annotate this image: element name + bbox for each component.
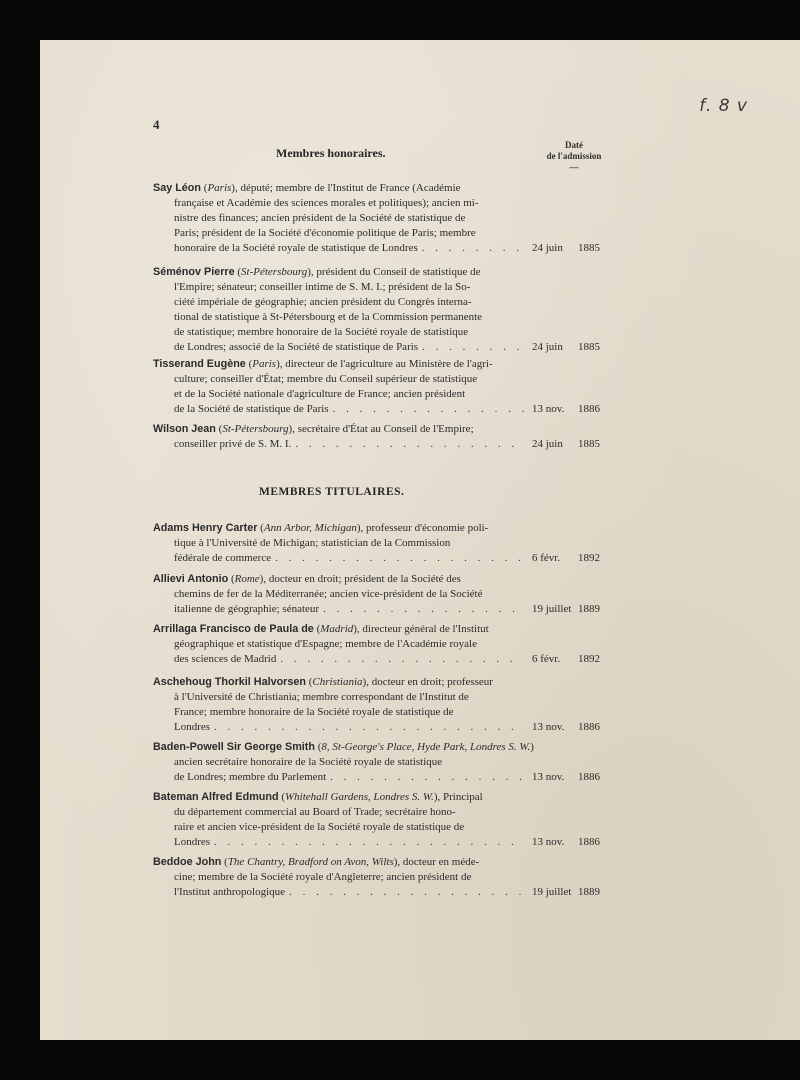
- entry-text: ancien secrétaire honoraire de la Société royale de statistique: [174, 756, 443, 768]
- folio-annotation: f. 8 v: [699, 96, 748, 116]
- entry-line: Tisserand Eugène (Paris), directeur de l'agriculture au Ministère de l'agri-: [153, 358, 493, 370]
- member-entry: [153, 790, 608, 850]
- admission-year: 1886: [578, 403, 600, 415]
- member-name: Beddoe John: [153, 856, 222, 868]
- entry-line: [153, 536, 608, 551]
- entry-text: conseiller privé de S. M. I.: [174, 438, 292, 450]
- entry-line: [153, 602, 608, 617]
- entry-text: cine; membre de la Société royale d'Angleterre; ancien président de: [174, 871, 472, 883]
- member-name: Aschehoug Thorkil Halvorsen: [153, 676, 306, 688]
- entry-line: Adams Henry Carter (Ann Arbor, Michigan), professeur d'économie poli-: [153, 522, 489, 534]
- member-entry: [153, 572, 608, 617]
- entry-line: [153, 755, 608, 770]
- entry-text: de Londres; associé de la Société de statistique de Paris: [174, 341, 419, 353]
- entry-line: [153, 241, 608, 256]
- entry-line: Allievi Antonio (Rome), docteur en droit; président de la Société des: [153, 573, 461, 585]
- admission-year: 1892: [578, 552, 600, 564]
- entry-text: ), secrétaire d'État au Conseil de l'Empire;: [288, 423, 474, 435]
- entry-line: [153, 885, 608, 900]
- entry-text: de statistique; membre honoraire de la Société royale de statistique: [174, 326, 469, 338]
- entry-line: Baden-Powell Sir George Smith (8, St-George's Place, Hyde Park, Londres S. W.): [153, 741, 534, 753]
- dot-leader: [214, 835, 524, 850]
- entry-text: ), docteur en droit; professeur: [362, 676, 493, 688]
- member-entry: [153, 855, 608, 900]
- entry-text: culture; conseiller d'État; membre du Conseil supérieur de statistique: [174, 373, 478, 385]
- entry-text: italienne de géographie; sénateur: [174, 603, 320, 615]
- entry-text: France; membre honoraire de la Société royale de statistique de: [174, 706, 454, 718]
- entry-text: ): [530, 741, 534, 753]
- dot-leader: [280, 652, 524, 667]
- admission-day: 13 nov.: [532, 836, 565, 848]
- member-name: Bateman Alfred Edmund: [153, 791, 279, 803]
- entry-text: ), directeur général de l'Institut: [353, 623, 489, 635]
- admission-year: 1885: [578, 341, 600, 353]
- member-location: Madrid: [320, 623, 354, 635]
- member-entry: [153, 675, 608, 735]
- section-heading-honoraires: Membres honoraires.: [276, 146, 386, 160]
- dot-leader: [214, 720, 524, 735]
- entry-text: française et Académie des sciences morales et politiques); ancien mi-: [174, 197, 479, 209]
- section-heading-titulaires: MEMBRES TITULAIRES.: [259, 486, 405, 498]
- member-location: Whitehall Gardens, Londres S. W.: [285, 791, 434, 803]
- entry-line: [153, 340, 608, 355]
- entry-line: Say Léon (Paris), député; membre de l'Institut de France (Académie: [153, 182, 461, 194]
- admission-date: [532, 551, 607, 566]
- admission-day: 24 juin: [532, 438, 563, 450]
- entry-line: [153, 437, 608, 452]
- admission-date: [532, 602, 607, 617]
- member-entry: [153, 422, 608, 452]
- member-name: Tisserand Eugène: [153, 358, 246, 370]
- entry-line: Arrillaga Francisco de Paula de (Madrid), directeur général de l'Institut: [153, 623, 489, 635]
- admission-date: [532, 652, 607, 667]
- member-name: Say Léon: [153, 182, 202, 194]
- entry-line: [153, 211, 608, 226]
- entry-text: ), professeur d'économie poli-: [356, 522, 489, 534]
- entry-text: ), président du Conseil de statistique de: [307, 266, 481, 278]
- member-entry: [153, 181, 608, 256]
- member-location: Ann Arbor, Michigan: [263, 522, 357, 534]
- entry-line: [153, 652, 608, 667]
- entry-text: des sciences de Madrid: [174, 653, 277, 665]
- entry-text: Londres: [174, 836, 211, 848]
- admission-day: 6 févr.: [532, 653, 561, 665]
- entry-text: l'Institut anthropologique: [174, 886, 286, 898]
- member-name: Adams Henry Carter: [153, 522, 258, 534]
- entry-text: l'Empire; sénateur; conseiller intime de S. M. I.; président de la So-: [174, 281, 471, 293]
- entry-line: Aschehoug Thorkil Halvorsen (Christiania), docteur en droit; professeur: [153, 676, 493, 688]
- entry-line: [153, 770, 608, 785]
- date-header-line-1: Daté: [565, 140, 583, 150]
- entry-line: [153, 835, 608, 850]
- entry-text: ), docteur en méde-: [393, 856, 480, 868]
- entry-text: ciété impériale de géographie; ancien président du Congrès interna-: [174, 296, 472, 308]
- admission-year: 1889: [578, 886, 600, 898]
- member-entry: [153, 622, 608, 667]
- entry-line: [153, 196, 608, 211]
- admission-date: [532, 340, 607, 355]
- member-location: Paris: [252, 358, 277, 370]
- dot-leader: [323, 602, 524, 617]
- member-location: Rome: [234, 573, 260, 585]
- entry-line: [153, 870, 608, 885]
- entry-line: [153, 637, 608, 652]
- admission-date: [532, 402, 607, 417]
- date-header-line-3: —: [569, 162, 579, 172]
- entry-line: [153, 295, 608, 310]
- entry-line: [153, 280, 608, 295]
- entry-text: tique à l'Université de Michigan; statistician de la Commission: [174, 537, 451, 549]
- entry-line: [153, 226, 608, 241]
- admission-day: 24 juin: [532, 341, 563, 353]
- entry-line: [153, 820, 608, 835]
- entry-text: ), directeur de l'agriculture au Ministère de l'agri-: [276, 358, 493, 370]
- entry-line: Séménov Pierre (St-Pétersbourg), président du Conseil de statistique de: [153, 266, 481, 278]
- page-number: 4: [153, 117, 160, 132]
- entry-line: [153, 372, 608, 387]
- entry-text: honoraire de la Société royale de statistique de Londres: [174, 242, 418, 254]
- entry-line: [153, 705, 608, 720]
- admission-day: 13 nov.: [532, 403, 565, 415]
- member-entry: [153, 521, 608, 566]
- admission-date: [532, 885, 607, 900]
- dot-leader: [333, 402, 524, 417]
- entry-text: chemins de fer de la Méditerranée; ancien vice-président de la Société: [174, 588, 483, 600]
- admission-day: 24 juin: [532, 242, 563, 254]
- dot-leader: [422, 241, 524, 256]
- admission-date: [532, 241, 607, 256]
- entry-line: [153, 402, 608, 417]
- member-name: Baden-Powell Sir George Smith: [153, 741, 315, 753]
- entry-text: ), docteur en droit; président de la Société des: [259, 573, 461, 585]
- date-header-line-2: de l'admission: [546, 151, 602, 161]
- entry-line: [153, 551, 608, 566]
- entry-text: de la Société de statistique de Paris: [174, 403, 329, 415]
- entry-line: [153, 720, 608, 735]
- admission-year: 1885: [578, 438, 600, 450]
- entry-line: [153, 587, 608, 602]
- entry-text: raire et ancien vice-président de la Société royale de statistique de: [174, 821, 465, 833]
- admission-day: 13 nov.: [532, 721, 565, 733]
- member-location: The Chantry, Bradford on Avon, Wilts: [227, 856, 394, 868]
- entry-text: ), Principal: [433, 791, 483, 803]
- entry-line: Bateman Alfred Edmund (Whitehall Gardens, Londres S. W.), Principal: [153, 791, 483, 803]
- entry-text: ), député; membre de l'Institut de France (Académie: [231, 182, 461, 194]
- member-location: St-Pétersbourg: [241, 266, 308, 278]
- entry-line: Beddoe John (The Chantry, Bradford on Avon, Wilts), docteur en méde-: [153, 856, 480, 868]
- admission-date: [532, 720, 607, 735]
- admission-year: 1885: [578, 242, 600, 254]
- admission-year: 1892: [578, 653, 600, 665]
- member-name: Arrillaga Francisco de Paula de: [153, 623, 314, 635]
- entry-text: tional de statistique à St-Pétersbourg et de la Commission permanente: [174, 311, 483, 323]
- member-entry: [153, 265, 608, 355]
- member-name: Allievi Antonio: [153, 573, 229, 585]
- admission-date: [532, 437, 607, 452]
- member-entry: [153, 740, 608, 785]
- dot-leader: [330, 770, 524, 785]
- member-location: Paris: [207, 182, 232, 194]
- admission-day: 19 juillet: [532, 886, 572, 898]
- entry-text: du département commercial au Board of Trade; secrétaire hono-: [174, 806, 456, 818]
- entry-text: géographique et statistique d'Espagne; membre de l'Académie royale: [174, 638, 477, 650]
- member-name: Séménov Pierre: [153, 266, 235, 278]
- dot-leader: [275, 551, 524, 566]
- entry-text: fédérale de commerce: [174, 552, 272, 564]
- dot-leader: [289, 885, 524, 900]
- entry-line: Wilson Jean (St-Pétersbourg), secrétaire d'État au Conseil de l'Empire;: [153, 423, 474, 435]
- member-entry: [153, 357, 608, 417]
- member-name: Wilson Jean: [153, 423, 216, 435]
- entry-text: et de la Société nationale d'agriculture de France; ancien président: [174, 388, 466, 400]
- entry-text: Londres: [174, 721, 211, 733]
- entry-text: nistre des finances; ancien président de la Société de statistique de: [174, 212, 466, 224]
- admission-year: 1889: [578, 603, 600, 615]
- member-location: St-Pétersbourg: [222, 423, 289, 435]
- member-location: 8, St-George's Place, Hyde Park, Londres S. W.: [321, 741, 531, 753]
- admission-date: [532, 770, 607, 785]
- entry-text: Paris; président de la Société d'économie politique de Paris; membre: [174, 227, 476, 239]
- admission-year: 1886: [578, 836, 600, 848]
- admission-day: 19 juillet: [532, 603, 572, 615]
- admission-year: 1886: [578, 771, 600, 783]
- entry-line: [153, 325, 608, 340]
- entry-line: [153, 387, 608, 402]
- dot-leader: [295, 437, 524, 452]
- entry-line: [153, 805, 608, 820]
- member-location: Christiania: [312, 676, 363, 688]
- admission-year: 1886: [578, 721, 600, 733]
- entry-text: de Londres; membre du Parlement: [174, 771, 327, 783]
- entry-line: [153, 690, 608, 705]
- date-column-header: [536, 140, 612, 173]
- entry-line: [153, 310, 608, 325]
- admission-day: 6 févr.: [532, 552, 561, 564]
- entry-text: à l'Université de Christiania; membre correspondant de l'Institut de: [174, 691, 469, 703]
- dot-leader: [422, 340, 524, 355]
- admission-date: [532, 835, 607, 850]
- admission-day: 13 nov.: [532, 771, 565, 783]
